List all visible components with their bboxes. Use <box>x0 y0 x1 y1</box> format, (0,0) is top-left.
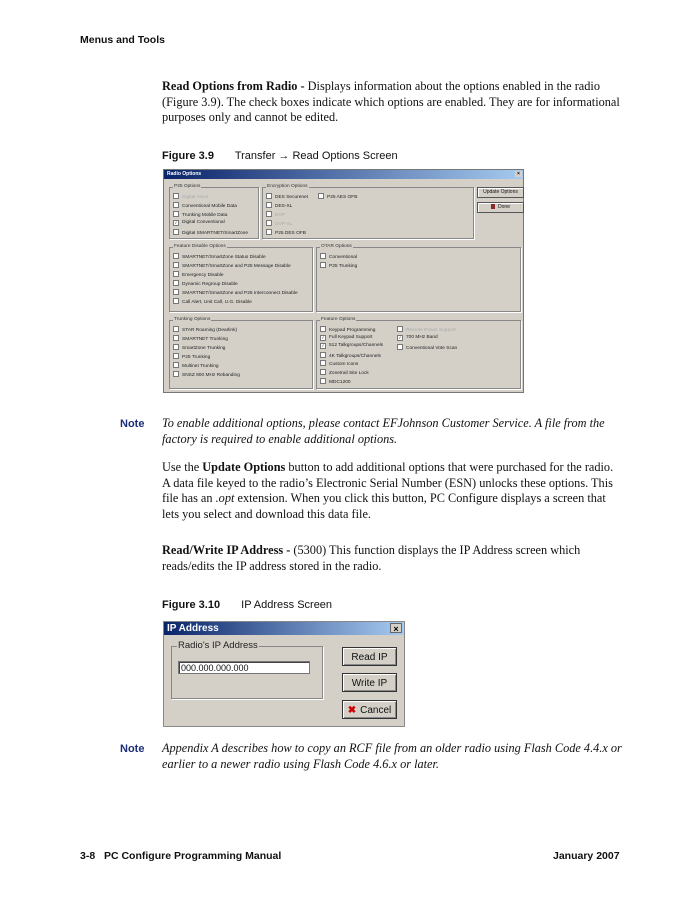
checkbox-empty-icon <box>266 202 272 208</box>
option-label: 512 Talkgroups/Channels <box>329 343 384 349</box>
option-checkbox <box>266 202 292 210</box>
checkbox-empty-icon <box>173 271 179 277</box>
feature-options-group <box>316 317 521 389</box>
checkbox-empty-icon <box>266 193 272 199</box>
option-label: Digital Conventional <box>182 220 225 225</box>
option-checkbox <box>173 193 208 201</box>
checkbox-empty-icon <box>397 326 403 332</box>
option-checkbox <box>320 378 351 386</box>
checkbox-empty-icon <box>397 344 403 350</box>
checkbox-empty-icon <box>320 378 326 384</box>
cancel-x-icon: ✖ <box>347 705 357 716</box>
group-title: Trunking Options <box>174 317 211 322</box>
option-label: DES-XL <box>275 204 293 209</box>
checkbox-empty-icon <box>173 202 179 208</box>
checkbox-empty-icon <box>173 193 179 199</box>
trunking-options-group <box>169 317 313 389</box>
checkbox-empty-icon <box>173 262 179 268</box>
checkbox-checked-icon: ✓ <box>398 335 402 340</box>
option-checkbox <box>173 229 248 237</box>
option-label: DES Securenet <box>275 195 309 200</box>
checkbox-empty-icon <box>266 229 272 235</box>
done-label: Done <box>498 204 510 210</box>
option-label: SMARTNET Trunking <box>182 337 228 342</box>
option-label: SNSZ 800 MHz Rebanding <box>182 373 240 378</box>
option-checkbox <box>173 253 266 261</box>
option-label: Keypad Programming <box>329 328 376 333</box>
radio-options-dialog <box>163 169 524 393</box>
checkbox-checked-icon: ✓ <box>321 343 325 349</box>
update-para-ext: .opt <box>215 491 235 505</box>
figure-3-10-caption <box>162 599 332 611</box>
option-label: Emergency Disable <box>182 273 224 278</box>
cancel-button[interactable] <box>342 700 397 719</box>
option-checkbox <box>173 289 298 297</box>
option-checkbox <box>318 193 357 201</box>
group-title: Feature Disable Options <box>174 244 226 249</box>
dialog-title: IP Address <box>167 623 219 634</box>
write-ip-button[interactable]: Write IP <box>342 673 397 692</box>
checkbox-empty-icon <box>173 335 179 341</box>
option-checkbox <box>173 202 237 210</box>
checkbox-empty-icon <box>173 211 179 217</box>
checkbox-empty-icon <box>318 193 324 199</box>
option-checkbox <box>173 335 228 343</box>
option-checkbox <box>266 193 308 201</box>
checkbox-empty-icon <box>173 326 179 332</box>
option-checkbox <box>266 211 285 219</box>
footer-date: January 2007 <box>553 850 620 862</box>
option-label: 4K Talkgroups/Channels <box>329 353 381 359</box>
option-label: Zonetrail Site Lock <box>329 371 369 376</box>
read-options-paragraph <box>162 79 622 126</box>
checkbox-empty-icon <box>173 362 179 368</box>
option-label: SmartZone Trunking <box>182 346 226 351</box>
door-icon <box>491 204 495 209</box>
option-checkbox <box>173 280 238 288</box>
group-title: Feature Options <box>321 317 356 322</box>
option-checkbox <box>266 220 292 228</box>
option-checkbox <box>320 253 357 261</box>
checkbox-checked-icon: ✓ <box>174 220 178 225</box>
option-checkbox <box>173 371 240 379</box>
option-label: SMARTNET/SmartZone Status Disable <box>182 255 266 260</box>
option-label: Custom Icons <box>329 362 359 368</box>
update-options-button[interactable]: Update Options <box>477 187 524 198</box>
group-title: Encryption Options <box>267 184 308 189</box>
checkbox-checked-icon: ✓ <box>321 334 325 340</box>
option-label: Full Keypad Support <box>329 334 373 340</box>
checkbox-empty-icon <box>266 220 272 226</box>
option-checkbox <box>173 344 225 352</box>
option-label: MDC1200 <box>329 379 351 385</box>
checkbox-empty-icon <box>173 289 179 295</box>
checkbox-empty-icon <box>320 326 326 332</box>
cancel-label: Cancel <box>360 705 392 716</box>
read-ip-button[interactable]: Read IP <box>342 647 397 666</box>
option-label: SMARTNET/SmartZone and P25 Message Disable <box>182 264 291 269</box>
option-checkbox <box>397 326 456 334</box>
figure-3-9-caption <box>162 150 398 162</box>
checkbox-empty-icon <box>173 344 179 350</box>
ip-address-input[interactable]: 000.000.000.000 <box>178 661 310 674</box>
figure-label: Figure 3.10 <box>162 599 221 611</box>
p25-options-group <box>169 184 259 239</box>
note-label: Note <box>120 743 145 755</box>
option-label: P25 AES OFB <box>327 195 358 200</box>
group-title: P25 Options <box>174 184 201 189</box>
option-label: SMARTNET/SmartZone and P25 Interconnect Disable <box>182 291 298 296</box>
checkbox-empty-icon <box>320 352 326 358</box>
option-label: Remote Power Support <box>406 328 456 333</box>
update-para-mid: button to add additional options that were purchased for the radio. A data file keyed to the radio’s Electronic Serial Number (ESN) unlocks these options. This file has an <box>162 460 614 505</box>
checkbox-empty-icon <box>266 211 272 217</box>
note-text: To enable additional options, please contact EFJohnson Customer Service. A file from the factory is required to enable additional options. <box>162 416 605 446</box>
option-checkbox <box>173 220 225 226</box>
readwrite-body: (5300) This function displays the IP Address screen which reads/edits the IP address stored in the radio. <box>162 543 581 573</box>
close-icon[interactable]: × <box>390 623 402 633</box>
option-checkbox <box>173 326 237 334</box>
encryption-options-group <box>262 184 474 239</box>
manual-title: PC Configure Programming Manual <box>103 850 282 862</box>
option-checkbox <box>320 352 381 360</box>
close-icon[interactable]: × <box>515 171 522 177</box>
option-label: Digital Voice <box>182 195 209 200</box>
update-options-paragraph <box>162 460 622 522</box>
read-options-heading: Read Options from Radio - <box>162 79 305 93</box>
option-label: P25 Trunking <box>329 264 358 269</box>
option-label: DVP-XL <box>275 222 293 227</box>
option-label: Conventional <box>329 255 358 260</box>
note-text: Appendix A describes how to copy an RCF file from an older radio using Flash Code 4.4.x or earlier to a newer radio using Flash Code 4.6.x or later. <box>162 741 622 771</box>
page-number: 3-8 <box>80 850 96 862</box>
ip-address-dialog <box>163 621 405 727</box>
dialog-title: Radio Options <box>167 171 202 177</box>
option-label: P25 Trunking <box>182 355 211 360</box>
feature-disable-group <box>169 244 313 312</box>
running-header: Menus and Tools <box>80 34 165 46</box>
option-label: 700 MHz Band <box>406 335 438 340</box>
footer-left <box>80 850 281 862</box>
option-label: Dynamic Regroup Disable <box>182 282 238 287</box>
radio-ip-group <box>171 640 323 699</box>
option-checkbox <box>320 335 372 341</box>
option-checkbox <box>173 353 210 361</box>
readwrite-paragraph <box>162 543 622 574</box>
checkbox-empty-icon <box>173 353 179 359</box>
option-checkbox <box>320 360 358 368</box>
update-para-bold: Update Options <box>202 460 286 474</box>
group-title: OTAR Options <box>321 244 352 249</box>
checkbox-empty-icon <box>173 280 179 286</box>
option-label: Multinet Trunking <box>182 364 219 369</box>
update-para-pre: Use the <box>162 460 203 474</box>
option-checkbox <box>320 369 369 377</box>
option-checkbox <box>397 335 438 341</box>
checkbox-empty-icon <box>173 253 179 259</box>
checkbox-empty-icon <box>173 371 179 377</box>
option-label: Conventional Vote Scan <box>406 346 458 351</box>
option-label: Call Alert, Unit Call, U.G. Disable <box>182 300 252 305</box>
option-checkbox <box>173 262 291 270</box>
checkbox-empty-icon <box>173 298 179 304</box>
option-checkbox <box>320 343 383 349</box>
option-checkbox <box>173 211 227 219</box>
dialog-titlebar <box>164 622 404 635</box>
readwrite-heading: Read/Write IP Address - <box>162 543 291 557</box>
option-checkbox <box>173 298 252 306</box>
option-checkbox <box>173 271 224 279</box>
option-checkbox <box>320 326 375 334</box>
option-label: STAR Roaming (Dearlink) <box>182 328 238 333</box>
figure-caption: Transfer → Read Options Screen <box>234 150 398 162</box>
otar-options-group <box>316 244 521 312</box>
group-label: Radio's IP Address <box>178 640 258 651</box>
update-para-post: extension. When you click this button, PC Configure displays a screen that lets you select and download this data file. <box>162 491 606 521</box>
option-checkbox <box>397 344 457 352</box>
dialog-titlebar <box>164 170 523 179</box>
option-label: DVP <box>275 213 285 218</box>
checkbox-empty-icon <box>320 253 326 259</box>
note-label: Note <box>120 418 145 430</box>
figure-caption: IP Address Screen <box>241 599 333 611</box>
checkbox-empty-icon <box>320 369 326 375</box>
figure-label: Figure 3.9 <box>162 150 214 162</box>
option-label: Conventional Mobile Data <box>182 204 237 209</box>
option-checkbox <box>173 362 219 370</box>
read-options-body: Displays information about the options enabled in the radio (Figure 3.9). The check boxes indicate which options are enabled. They are for informational purposes only and cannot be edited. <box>162 79 620 124</box>
option-checkbox <box>266 229 306 237</box>
checkbox-empty-icon <box>173 229 179 235</box>
done-button[interactable] <box>477 202 524 213</box>
option-label: Digital SMARTNET/SmartZone <box>182 231 249 236</box>
option-label: P25 DES OFB <box>275 231 306 236</box>
option-checkbox <box>320 262 357 270</box>
option-label: Trunking Mobile Data <box>182 213 228 218</box>
checkbox-empty-icon <box>320 262 326 268</box>
checkbox-empty-icon <box>320 360 326 366</box>
